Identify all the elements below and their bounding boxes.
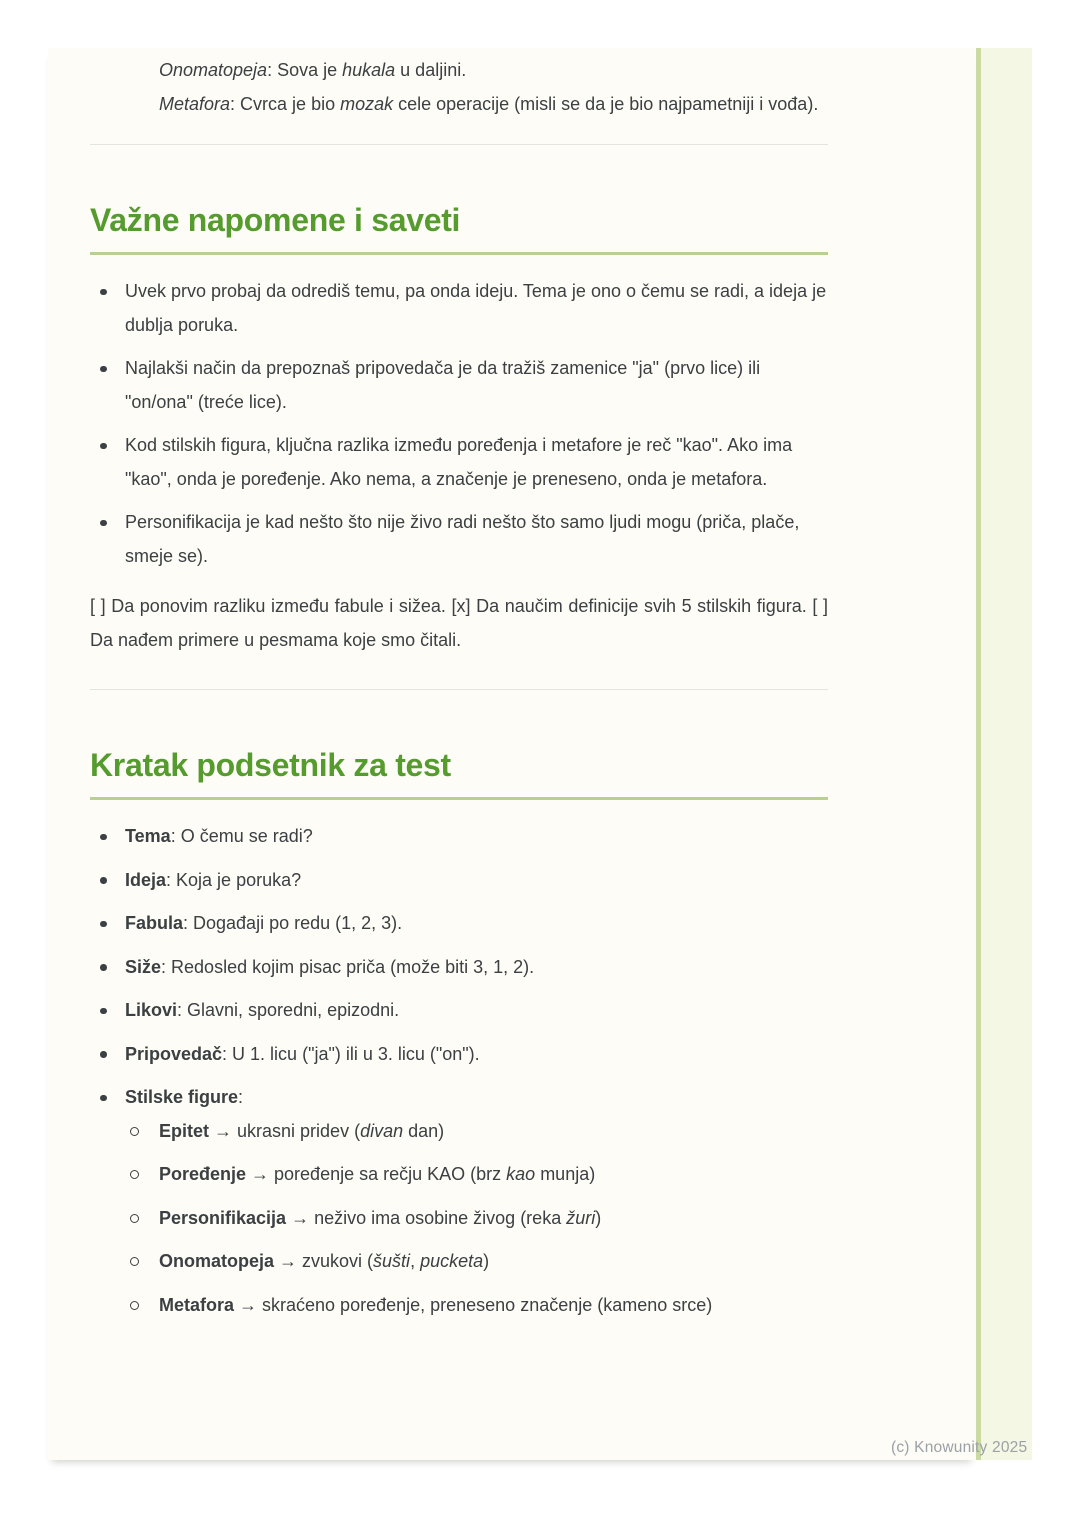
text-segment: pucketa bbox=[420, 1251, 484, 1271]
section-notes bbox=[90, 201, 828, 657]
text-segment: munja) bbox=[535, 1164, 596, 1184]
text-segment: žuri bbox=[566, 1207, 596, 1228]
text-segment: dan) bbox=[403, 1120, 445, 1141]
examples-list bbox=[90, 54, 828, 121]
text-segment: Metafora bbox=[159, 1294, 235, 1315]
text-segment: ) bbox=[483, 1251, 490, 1271]
list-item bbox=[90, 820, 828, 854]
list-item bbox=[90, 352, 828, 419]
sub-list bbox=[125, 1115, 828, 1323]
list-item bbox=[90, 429, 828, 496]
list-item bbox=[90, 88, 828, 122]
page-content bbox=[90, 48, 828, 1322]
list-item bbox=[90, 951, 828, 985]
text-segment: Onomatopeja bbox=[159, 60, 268, 80]
list-item bbox=[90, 275, 828, 342]
text-segment: hukala bbox=[342, 60, 396, 80]
list-item bbox=[90, 994, 828, 1028]
list-item bbox=[90, 864, 828, 898]
text-segment: Kod stilskih figura, ključna razlika između poređenja i metafore je reč "kao". Ako ima "kao", onda je poređenje. Ako nema, a značenje je preneseno, onda je metafora. bbox=[125, 435, 793, 489]
reminder-list bbox=[90, 820, 828, 1322]
text-segment: cele operacije (misli se da je bio najpametniji i vođa). bbox=[393, 93, 819, 114]
text-segment: Fabula bbox=[125, 913, 184, 933]
list-item bbox=[90, 1038, 828, 1072]
section-title-notes: Važne napomene i saveti bbox=[90, 202, 461, 238]
text-segment: Metafora bbox=[159, 93, 231, 114]
section-reminder bbox=[90, 746, 828, 1322]
list-item bbox=[125, 1115, 828, 1149]
text-segment: : bbox=[238, 1087, 244, 1107]
text-segment: : Cvrca je bio bbox=[230, 93, 341, 114]
notes-list bbox=[90, 275, 828, 573]
list-item bbox=[125, 1202, 828, 1236]
document-page bbox=[48, 48, 975, 1460]
text-segment: Ideja bbox=[125, 869, 167, 890]
text-segment: Personifikacija je kad nešto što nije živo radi nešto što samo ljudi mogu (priča, plače, smeje se). bbox=[125, 512, 800, 566]
text-segment: Epitet bbox=[159, 1120, 210, 1141]
text-segment: → ukrasni pridev ( bbox=[209, 1120, 361, 1141]
text-segment: u daljini. bbox=[395, 60, 467, 80]
text-segment: → skraćeno poređenje, preneseno značenje (kameno srce) bbox=[234, 1294, 713, 1315]
text-segment: → poređenje sa rečju KAO (brz bbox=[246, 1164, 507, 1184]
text-segment: Stilske figure bbox=[125, 1087, 239, 1107]
text-segment: Personifikacija bbox=[159, 1207, 287, 1228]
section-title-reminder: Kratak podsetnik za test bbox=[90, 747, 451, 783]
list-item bbox=[90, 506, 828, 573]
text-segment: Onomatopeja bbox=[159, 1251, 275, 1271]
list-item bbox=[125, 1245, 828, 1279]
text-segment: → neživo ima osobine živog (reka bbox=[286, 1207, 567, 1228]
text-segment: : U 1. licu ("ja") ili u 3. licu ("on"). bbox=[222, 1043, 480, 1064]
list-item bbox=[125, 1289, 828, 1323]
text-segment: šušti bbox=[373, 1251, 411, 1271]
text-segment: : Događaji po redu (1, 2, 3). bbox=[183, 913, 403, 933]
text-segment: Pripovedač bbox=[125, 1043, 223, 1064]
next-page-preview bbox=[976, 48, 1032, 1460]
text-segment: ) bbox=[595, 1207, 602, 1228]
list-item bbox=[90, 54, 828, 88]
text-segment: Tema bbox=[125, 826, 171, 846]
text-segment: divan bbox=[360, 1120, 404, 1141]
text-segment: Likovi bbox=[125, 1000, 178, 1020]
text-segment: Poređenje bbox=[159, 1164, 247, 1184]
section-divider bbox=[90, 144, 828, 145]
text-segment: kao bbox=[506, 1164, 536, 1184]
text-segment: : O čemu se radi? bbox=[170, 826, 313, 846]
text-segment: Uvek prvo probaj da odrediš temu, pa onda ideju. Tema je ono o čemu se radi, a ideja je dublja poruka. bbox=[125, 281, 827, 335]
checklist-paragraph: [ ] Da ponovim razliku između fabule i sižea. [x] Da naučim definicije svih 5 stilskih figura. [ ] Da nađem primere u pesmama koje smo čitali. bbox=[90, 596, 828, 650]
list-item bbox=[90, 907, 828, 941]
list-item bbox=[125, 1158, 828, 1192]
text-segment: mozak bbox=[340, 93, 394, 114]
text-segment: : Koja je poruka? bbox=[166, 869, 302, 890]
text-segment: Najlakši način da prepoznaš pripovedača je da tražiš zamenice "ja" (prvo lice) ili "on/ona" (treće lice). bbox=[125, 358, 761, 412]
text-segment: : Glavni, sporedni, epizodni. bbox=[177, 1000, 400, 1020]
list-item bbox=[90, 1081, 828, 1322]
text-segment: : Redosled kojim pisac priča (može biti 3, 1, 2). bbox=[161, 956, 535, 977]
title-underline bbox=[90, 252, 828, 255]
text-segment: Siže bbox=[125, 956, 162, 977]
copyright-footer: (c) Knowunity 2025 bbox=[891, 1439, 1028, 1456]
title-underline bbox=[90, 797, 828, 800]
section-divider bbox=[90, 689, 828, 690]
text-segment: , bbox=[410, 1251, 421, 1271]
text-segment: : Sova je bbox=[267, 60, 343, 80]
text-segment: → zvukovi ( bbox=[274, 1251, 374, 1271]
